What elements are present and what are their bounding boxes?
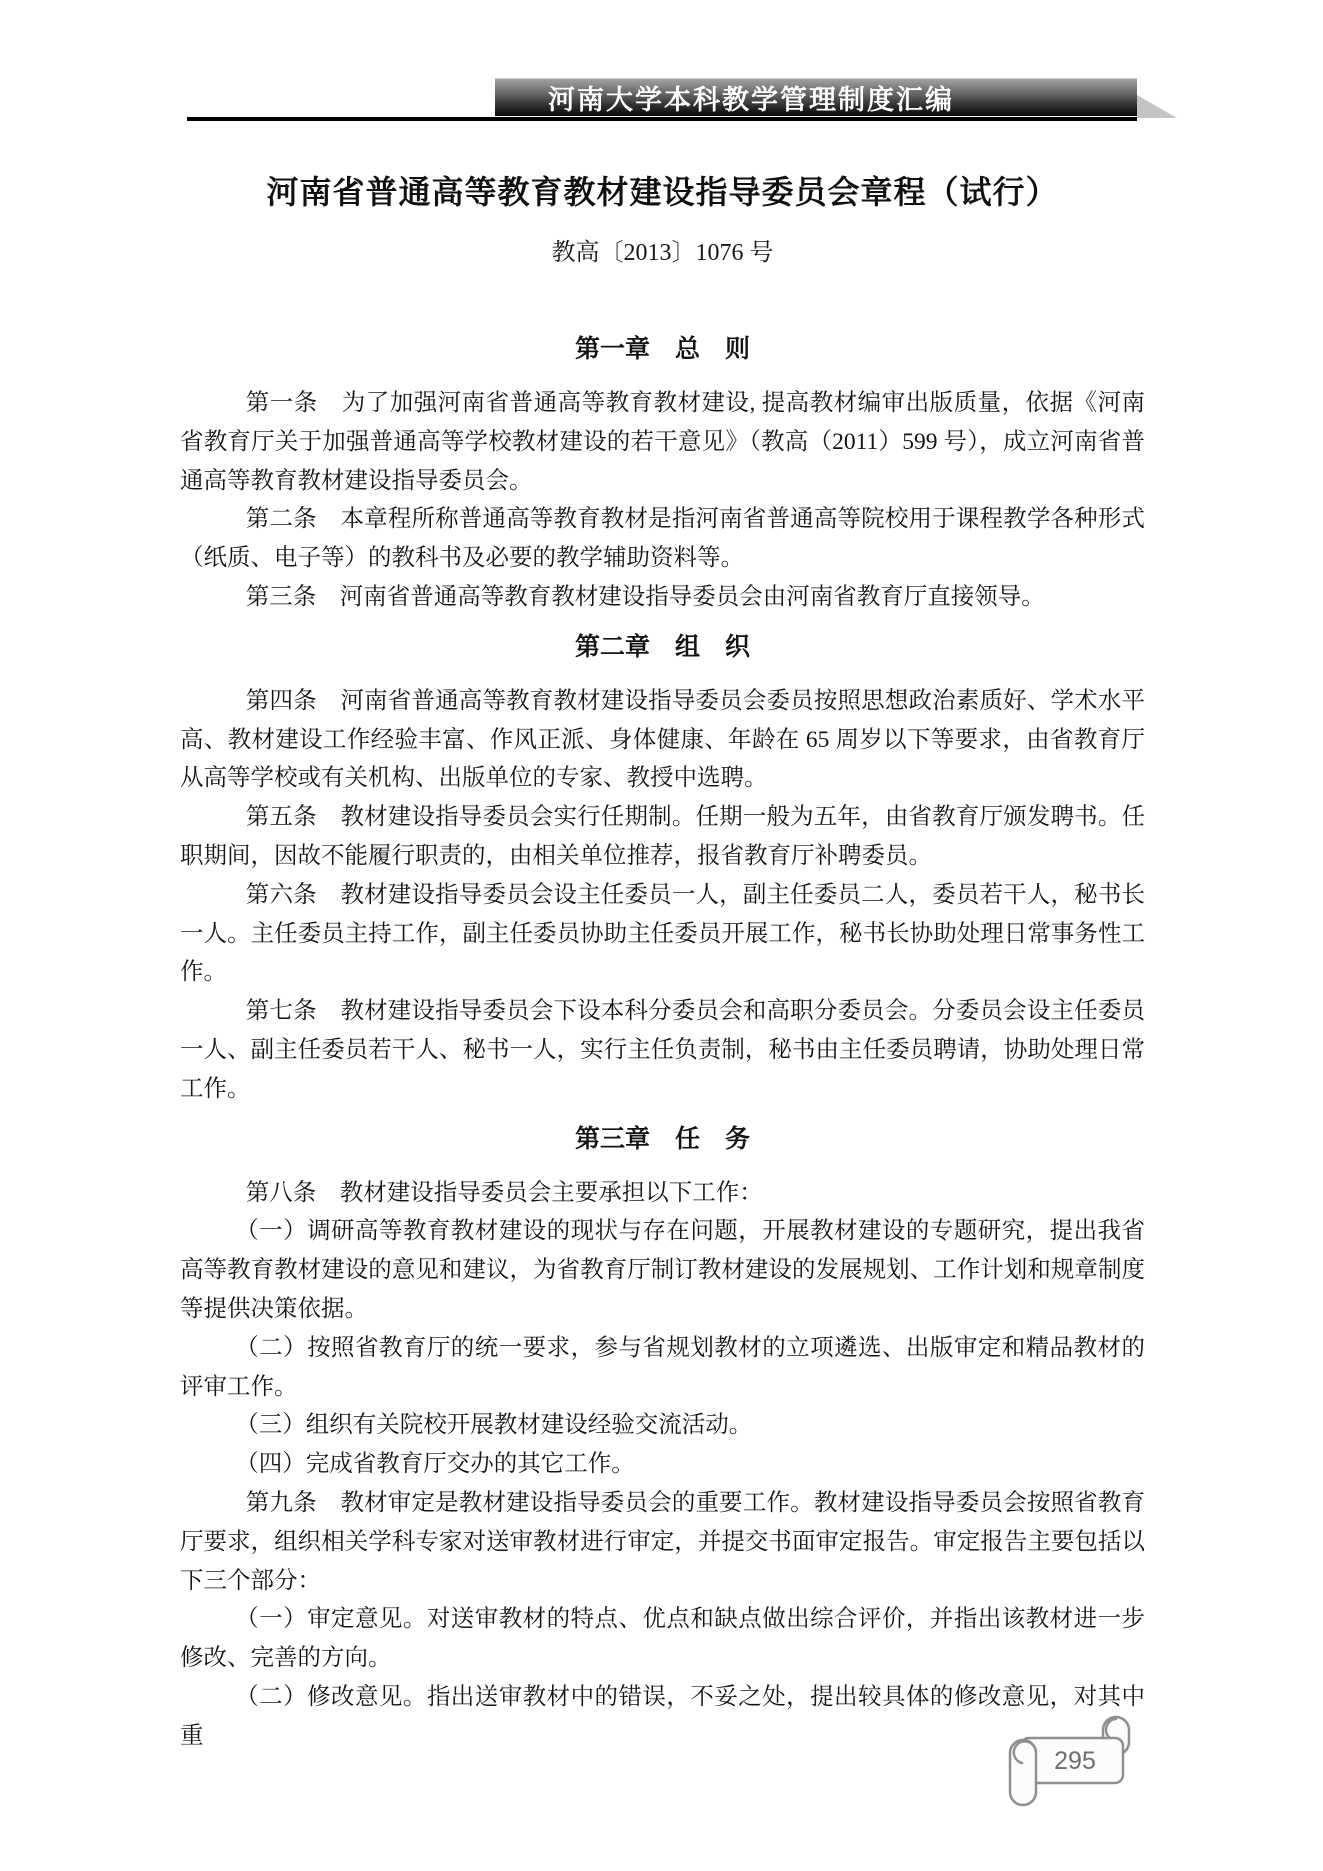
- page-number-scroll: [1005, 1712, 1133, 1808]
- paragraph: 第五条 教材建设指导委员会实行任期制。任期一般为五年，由省教育厅颁发聘书。任职期间，因故不能履行职责的，由相关单位推荐，报省教育厅补聘委员。: [180, 804, 1145, 869]
- scroll-banner-icon: [1005, 1712, 1133, 1808]
- document-title: 河南省普通高等教育教材建设指导委员会章程（试行）: [266, 174, 1059, 210]
- document-body: [180, 335, 1145, 1756]
- paragraph: 第二条 本章程所称普通高等教育教材是指河南省普通高等院校用于课程教学各种形式（纸质、电子等）的教科书及必要的教学辅助资料等。: [180, 506, 1145, 572]
- paragraph: 第七条 教材建设指导委员会下设本科分委员会和高职分委员会。分委员会设主任委员一人、副主任委员若干人、秘书一人，实行主任负责制，秘书由主任委员聘请，协助处理日常工作。: [180, 998, 1145, 1102]
- page-number: 295: [1054, 1747, 1096, 1775]
- paragraph: （四）完成省教育厅交办的其它工作。: [235, 1451, 635, 1478]
- paragraph: 第四条 河南省普通高等教育教材建设指导委员会委员按照思想政治素质好、学术水平高、教材建设工作经验丰富、作风正派、身体健康、年龄在 65 周岁以下等要求，由省教育厅从高等学校或有关机构、出版单位的专家、教授中选聘。: [180, 687, 1145, 792]
- document-number: 教高〔2013〕1076 号: [551, 240, 774, 266]
- chapter-heading: 第二章 组 织: [574, 632, 750, 661]
- paragraph: 第三条 河南省普通高等教育教材建设指导委员会由河南省教育厅直接领导。: [245, 583, 1045, 610]
- chapter-heading: 第三章 任 务: [574, 1124, 750, 1153]
- paragraph: 第九条 教材审定是教材建设指导委员会的重要工作。教材建设指导委员会按照省教育厅要求，组织相关学科专家对送审教材进行审定，并提交书面审定报告。审定报告主要包括以下三个部分：: [180, 1489, 1145, 1594]
- paragraph: 第六条 教材建设指导委员会设主任委员一人，副主任委员二人，委员若干人，秘书长一人。主任委员主持工作，副主任委员协助主任委员开展工作，秘书长协助处理日常事务性工作。: [180, 881, 1145, 986]
- paragraph: 第八条 教材建设指导委员会主要承担以下工作：: [245, 1179, 763, 1206]
- paragraph: （一）审定意见。对送审教材的特点、优点和缺点做出综合评价，并指出该教材进一步修改、完善的方向。: [180, 1606, 1145, 1672]
- banner-title: 河南大学本科教学管理制度汇编: [548, 85, 954, 115]
- paragraph: 第一条 为了加强河南省普通高等教育教材建设, 提高教材编审出版质量，依据《河南省教育厅关于加强普通高等学校教材建设的若干意见》（教高（2011）599 号），成立河南省普通高等教育教材建设指导委员会。: [180, 390, 1145, 494]
- paragraph: （二）按照省教育厅的统一要求，参与省规划教材的立项遴选、出版审定和精品教材的评审工作。: [180, 1334, 1145, 1400]
- paragraph: （三）组织有关院校开展教材建设经验交流活动。: [235, 1412, 753, 1439]
- paragraph: （二）修改意见。指出送审教材中的错误，不妥之处，提出较具体的修改意见，对其中重: [180, 1683, 1145, 1749]
- document-content: [180, 0, 1145, 1756]
- chapter-heading: 第一章 总 则: [574, 335, 750, 363]
- paragraph: （一）调研高等教育教材建设的现状与存在问题，开展教材建设的专题研究，提出我省高等教育教材建设的意见和建议，为省教育厅制订教材建设的发展规划、工作计划和规章制度等提供决策依据。: [180, 1218, 1145, 1322]
